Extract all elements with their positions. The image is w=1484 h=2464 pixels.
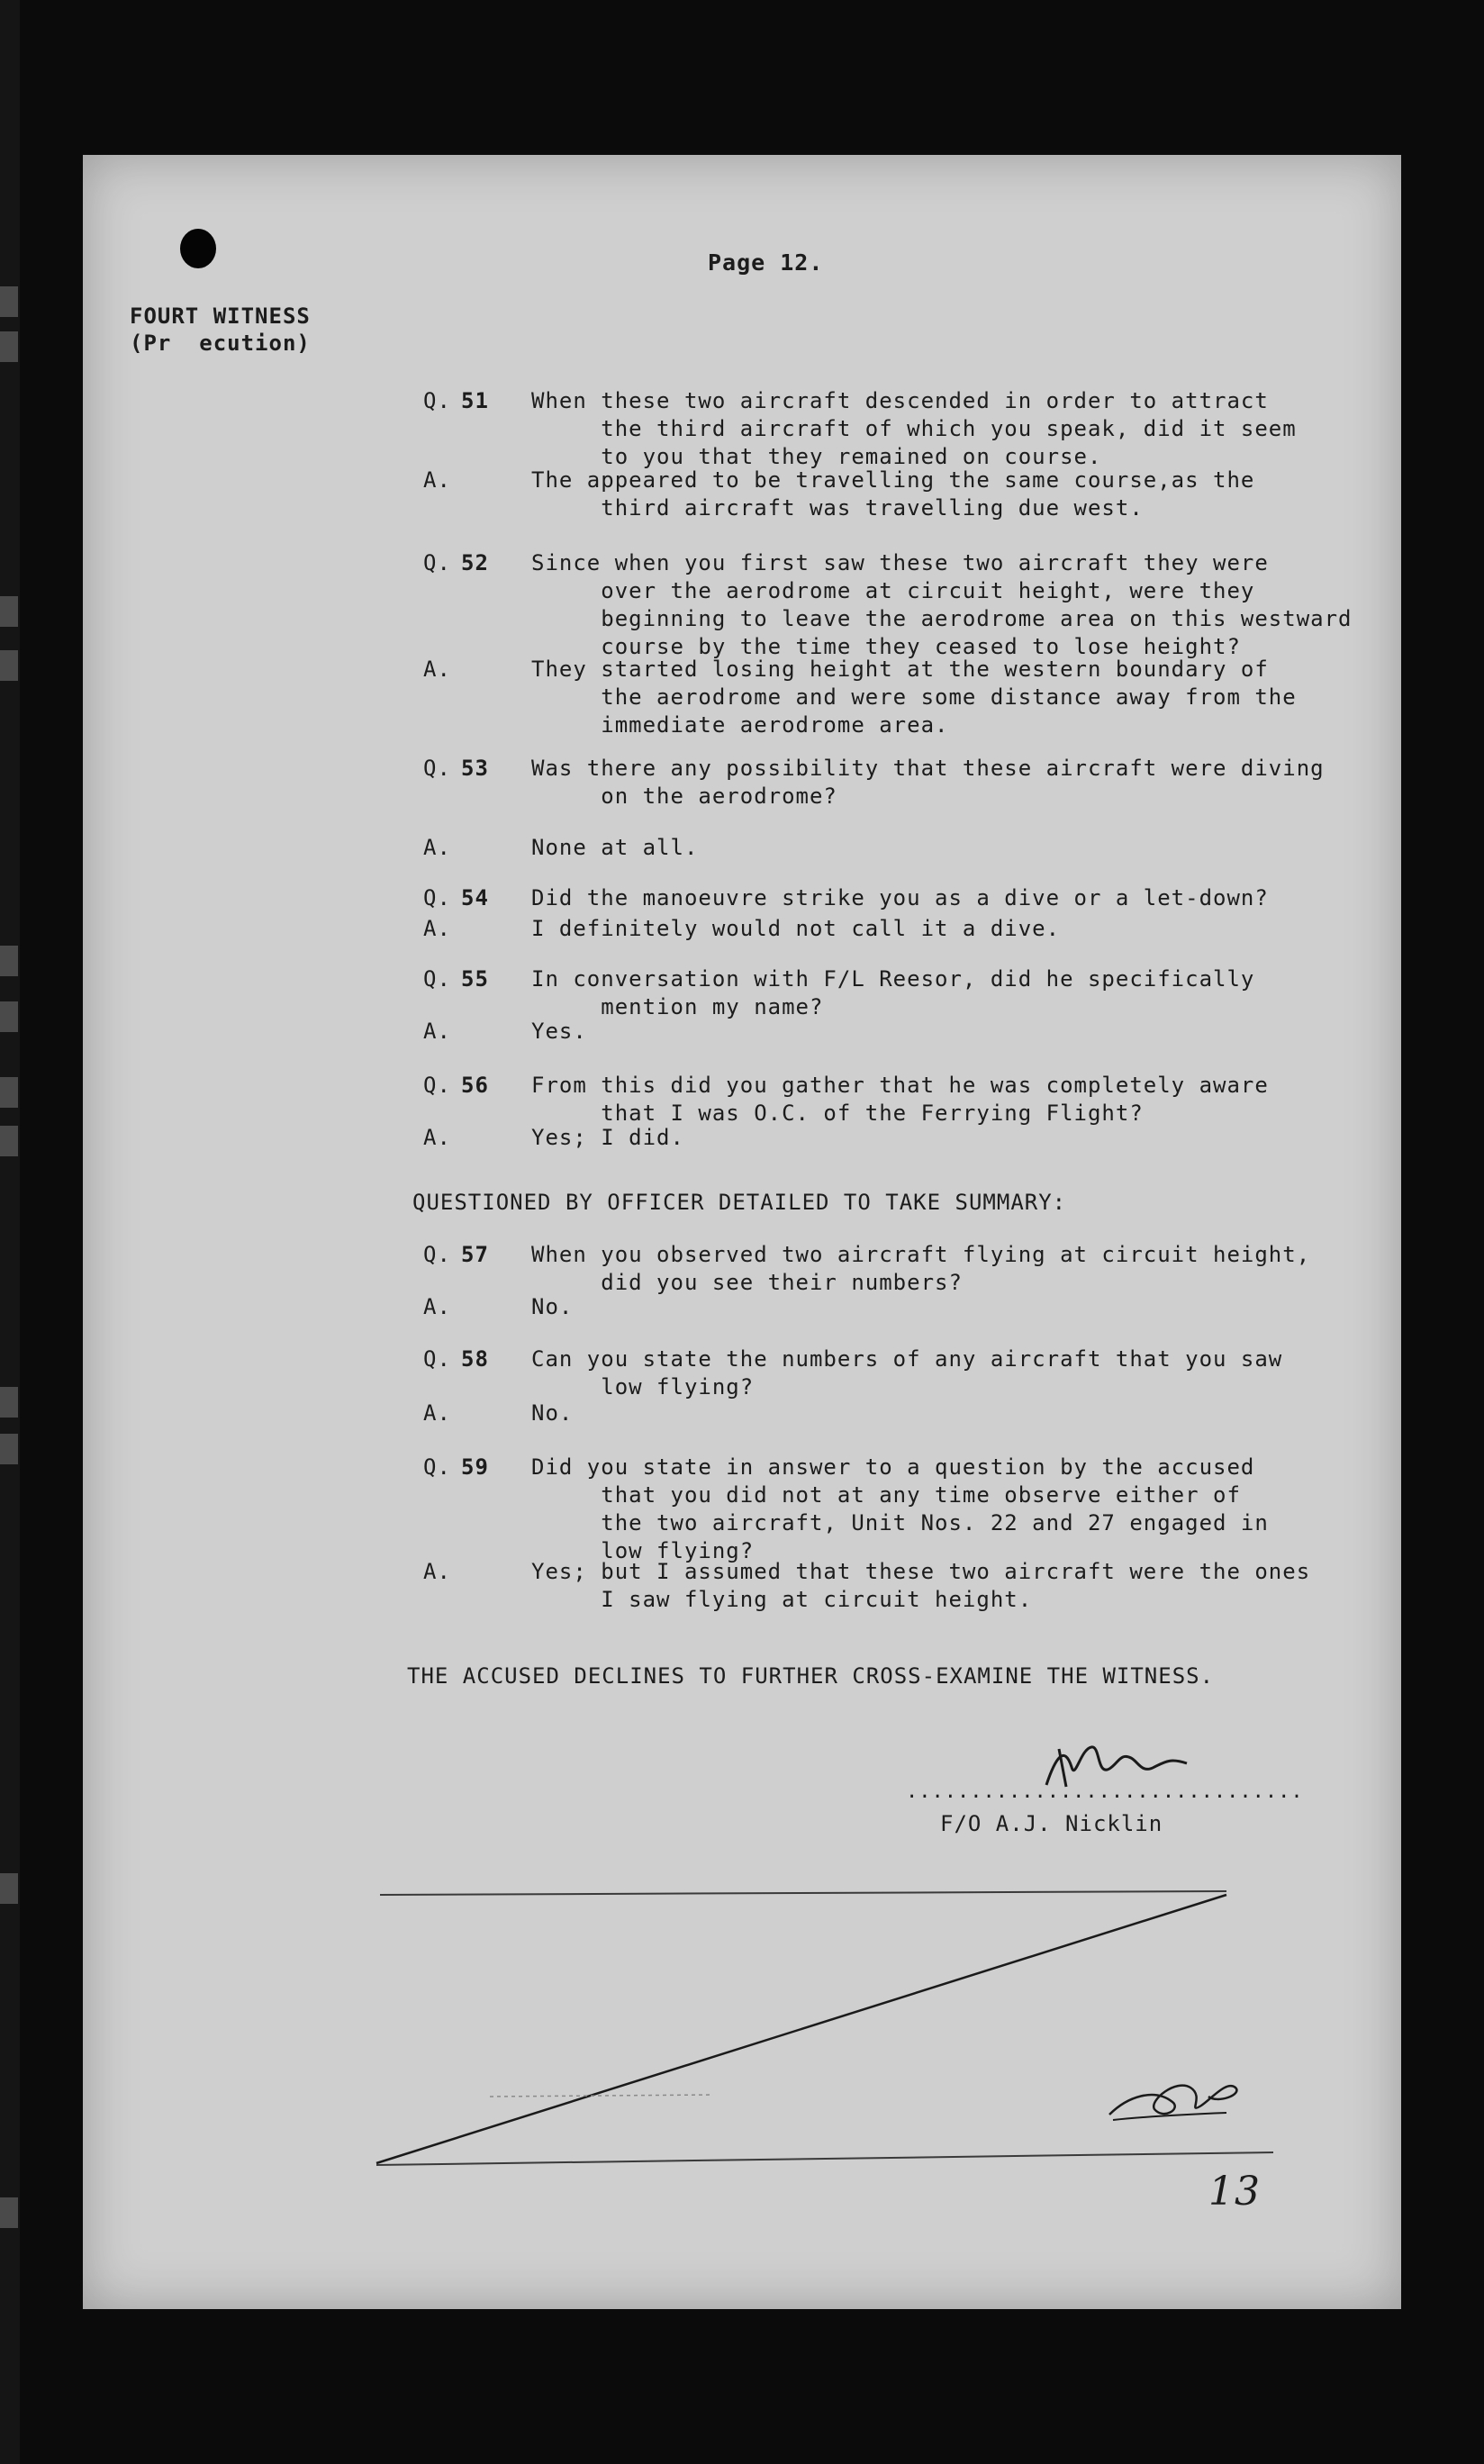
question-text-line: In conversation with F/L Reesor, did he specifically bbox=[531, 966, 1255, 992]
question-number: 51 bbox=[461, 388, 489, 413]
answer-text-line: Yes. bbox=[531, 1019, 587, 1044]
film-edge bbox=[0, 0, 20, 2464]
section-heading: QUESTIONED BY OFFICER DETAILED TO TAKE SUMMARY: bbox=[412, 1190, 1067, 1215]
question-label: Q. bbox=[423, 1242, 451, 1267]
question-text-line: that you did not at any time observe either of bbox=[531, 1482, 1241, 1508]
answer-text-line: third aircraft was travelling due west. bbox=[531, 495, 1144, 521]
answer-text-line: the aerodrome and were some distance away from the bbox=[531, 684, 1297, 710]
question-number: 53 bbox=[461, 756, 489, 781]
film-perforation bbox=[0, 1387, 18, 1418]
question-number: 54 bbox=[461, 885, 489, 910]
question-number: 59 bbox=[461, 1454, 489, 1480]
question-text-line: mention my name? bbox=[531, 994, 824, 1019]
question-text-line: beginning to leave the aerodrome area on this westward bbox=[531, 606, 1353, 631]
question-number: 55 bbox=[461, 966, 489, 992]
question-text-line: Was there any possibility that these aircraft were diving bbox=[531, 756, 1325, 781]
film-perforation bbox=[0, 1077, 18, 1108]
initials-scrawl bbox=[1100, 2061, 1244, 2133]
witness-heading-line-1: FOURT WITNESS bbox=[130, 303, 311, 329]
closing-line: THE ACCUSED DECLINES TO FURTHER CROSS-EXAMINE THE WITNESS. bbox=[407, 1663, 1215, 1689]
question-label: Q. bbox=[423, 550, 451, 575]
question-text-line: low flying? bbox=[531, 1538, 755, 1563]
answer-text-line: Yes; but I assumed that these two aircraft were the ones bbox=[531, 1559, 1311, 1584]
question-number: 57 bbox=[461, 1242, 489, 1267]
answer-text-line: The appeared to be travelling the same course,as the bbox=[531, 467, 1255, 493]
film-perforation bbox=[0, 2197, 18, 2228]
answer-text-line: I saw flying at circuit height. bbox=[531, 1587, 1033, 1612]
question-label: Q. bbox=[423, 1454, 451, 1480]
question-text-line: From this did you gather that he was completely aware bbox=[531, 1073, 1269, 1098]
answer-label: A. bbox=[423, 916, 451, 941]
film-perforation bbox=[0, 1001, 18, 1032]
answer-label: A. bbox=[423, 1400, 451, 1426]
answer-text-line: None at all. bbox=[531, 835, 699, 860]
question-text-line: course by the time they ceased to lose height? bbox=[531, 634, 1241, 659]
question-number: 56 bbox=[461, 1073, 489, 1098]
question-text-line: Did the manoeuvre strike you as a dive or a let-down? bbox=[531, 885, 1269, 910]
question-label: Q. bbox=[423, 966, 451, 992]
answer-text-line: They started losing height at the western boundary of bbox=[531, 657, 1269, 682]
answer-text-line: Yes; I did. bbox=[531, 1125, 684, 1150]
question-text-line: the two aircraft, Unit Nos. 22 and 27 engaged in bbox=[531, 1510, 1269, 1535]
page-title: Page 12. bbox=[708, 249, 824, 276]
film-perforation bbox=[0, 650, 18, 681]
answer-text-line: immediate aerodrome area. bbox=[531, 712, 949, 738]
answer-label: A. bbox=[423, 1125, 451, 1150]
signature-line: ............................... bbox=[906, 1780, 1304, 1803]
question-text-line: When you observed two aircraft flying at circuit height, bbox=[531, 1242, 1311, 1267]
film-perforation bbox=[0, 286, 18, 317]
film-perforation bbox=[0, 946, 18, 976]
answer-label: A. bbox=[423, 657, 451, 682]
question-text-line: over the aerodrome at circuit height, were they bbox=[531, 578, 1255, 603]
answer-label: A. bbox=[423, 835, 451, 860]
question-text-line: on the aerodrome? bbox=[531, 784, 837, 809]
film-perforation bbox=[0, 596, 18, 627]
witness-heading-line-2: (Pr ecution) bbox=[130, 331, 311, 356]
question-label: Q. bbox=[423, 1073, 451, 1098]
question-label: Q. bbox=[423, 885, 451, 910]
question-text-line: did you see their numbers? bbox=[531, 1270, 963, 1295]
film-perforation bbox=[0, 1873, 18, 1904]
question-number: 52 bbox=[461, 550, 489, 575]
question-text-line: Did you state in answer to a question by the accused bbox=[531, 1454, 1255, 1480]
question-text-line: When these two aircraft descended in order to attract bbox=[531, 388, 1269, 413]
question-label: Q. bbox=[423, 388, 451, 413]
signatory-name: F/O A.J. Nicklin bbox=[940, 1811, 1163, 1836]
film-perforation bbox=[0, 1434, 18, 1464]
answer-label: A. bbox=[423, 467, 451, 493]
question-text-line: Can you state the numbers of any aircraft that you saw bbox=[531, 1346, 1283, 1372]
question-label: Q. bbox=[423, 1346, 451, 1372]
document-page bbox=[83, 155, 1401, 2309]
question-label: Q. bbox=[423, 756, 451, 781]
answer-text-line: I definitely would not call it a dive. bbox=[531, 916, 1061, 941]
question-text-line: to you that they remained on course. bbox=[531, 444, 1102, 469]
answer-label: A. bbox=[423, 1294, 451, 1319]
answer-text-line: No. bbox=[531, 1400, 574, 1426]
answer-text-line: No. bbox=[531, 1294, 574, 1319]
page-mark: 13 bbox=[1208, 2169, 1261, 2215]
question-text-line: Since when you first saw these two aircraft they were bbox=[531, 550, 1269, 575]
question-number: 58 bbox=[461, 1346, 489, 1372]
question-text-line: the third aircraft of which you speak, did it seem bbox=[531, 416, 1297, 441]
answer-label: A. bbox=[423, 1559, 451, 1584]
film-perforation bbox=[0, 331, 18, 362]
question-text-line: that I was O.C. of the Ferrying Flight? bbox=[531, 1101, 1144, 1126]
answer-label: A. bbox=[423, 1019, 451, 1044]
film-perforation bbox=[0, 1126, 18, 1156]
question-text-line: low flying? bbox=[531, 1374, 755, 1400]
